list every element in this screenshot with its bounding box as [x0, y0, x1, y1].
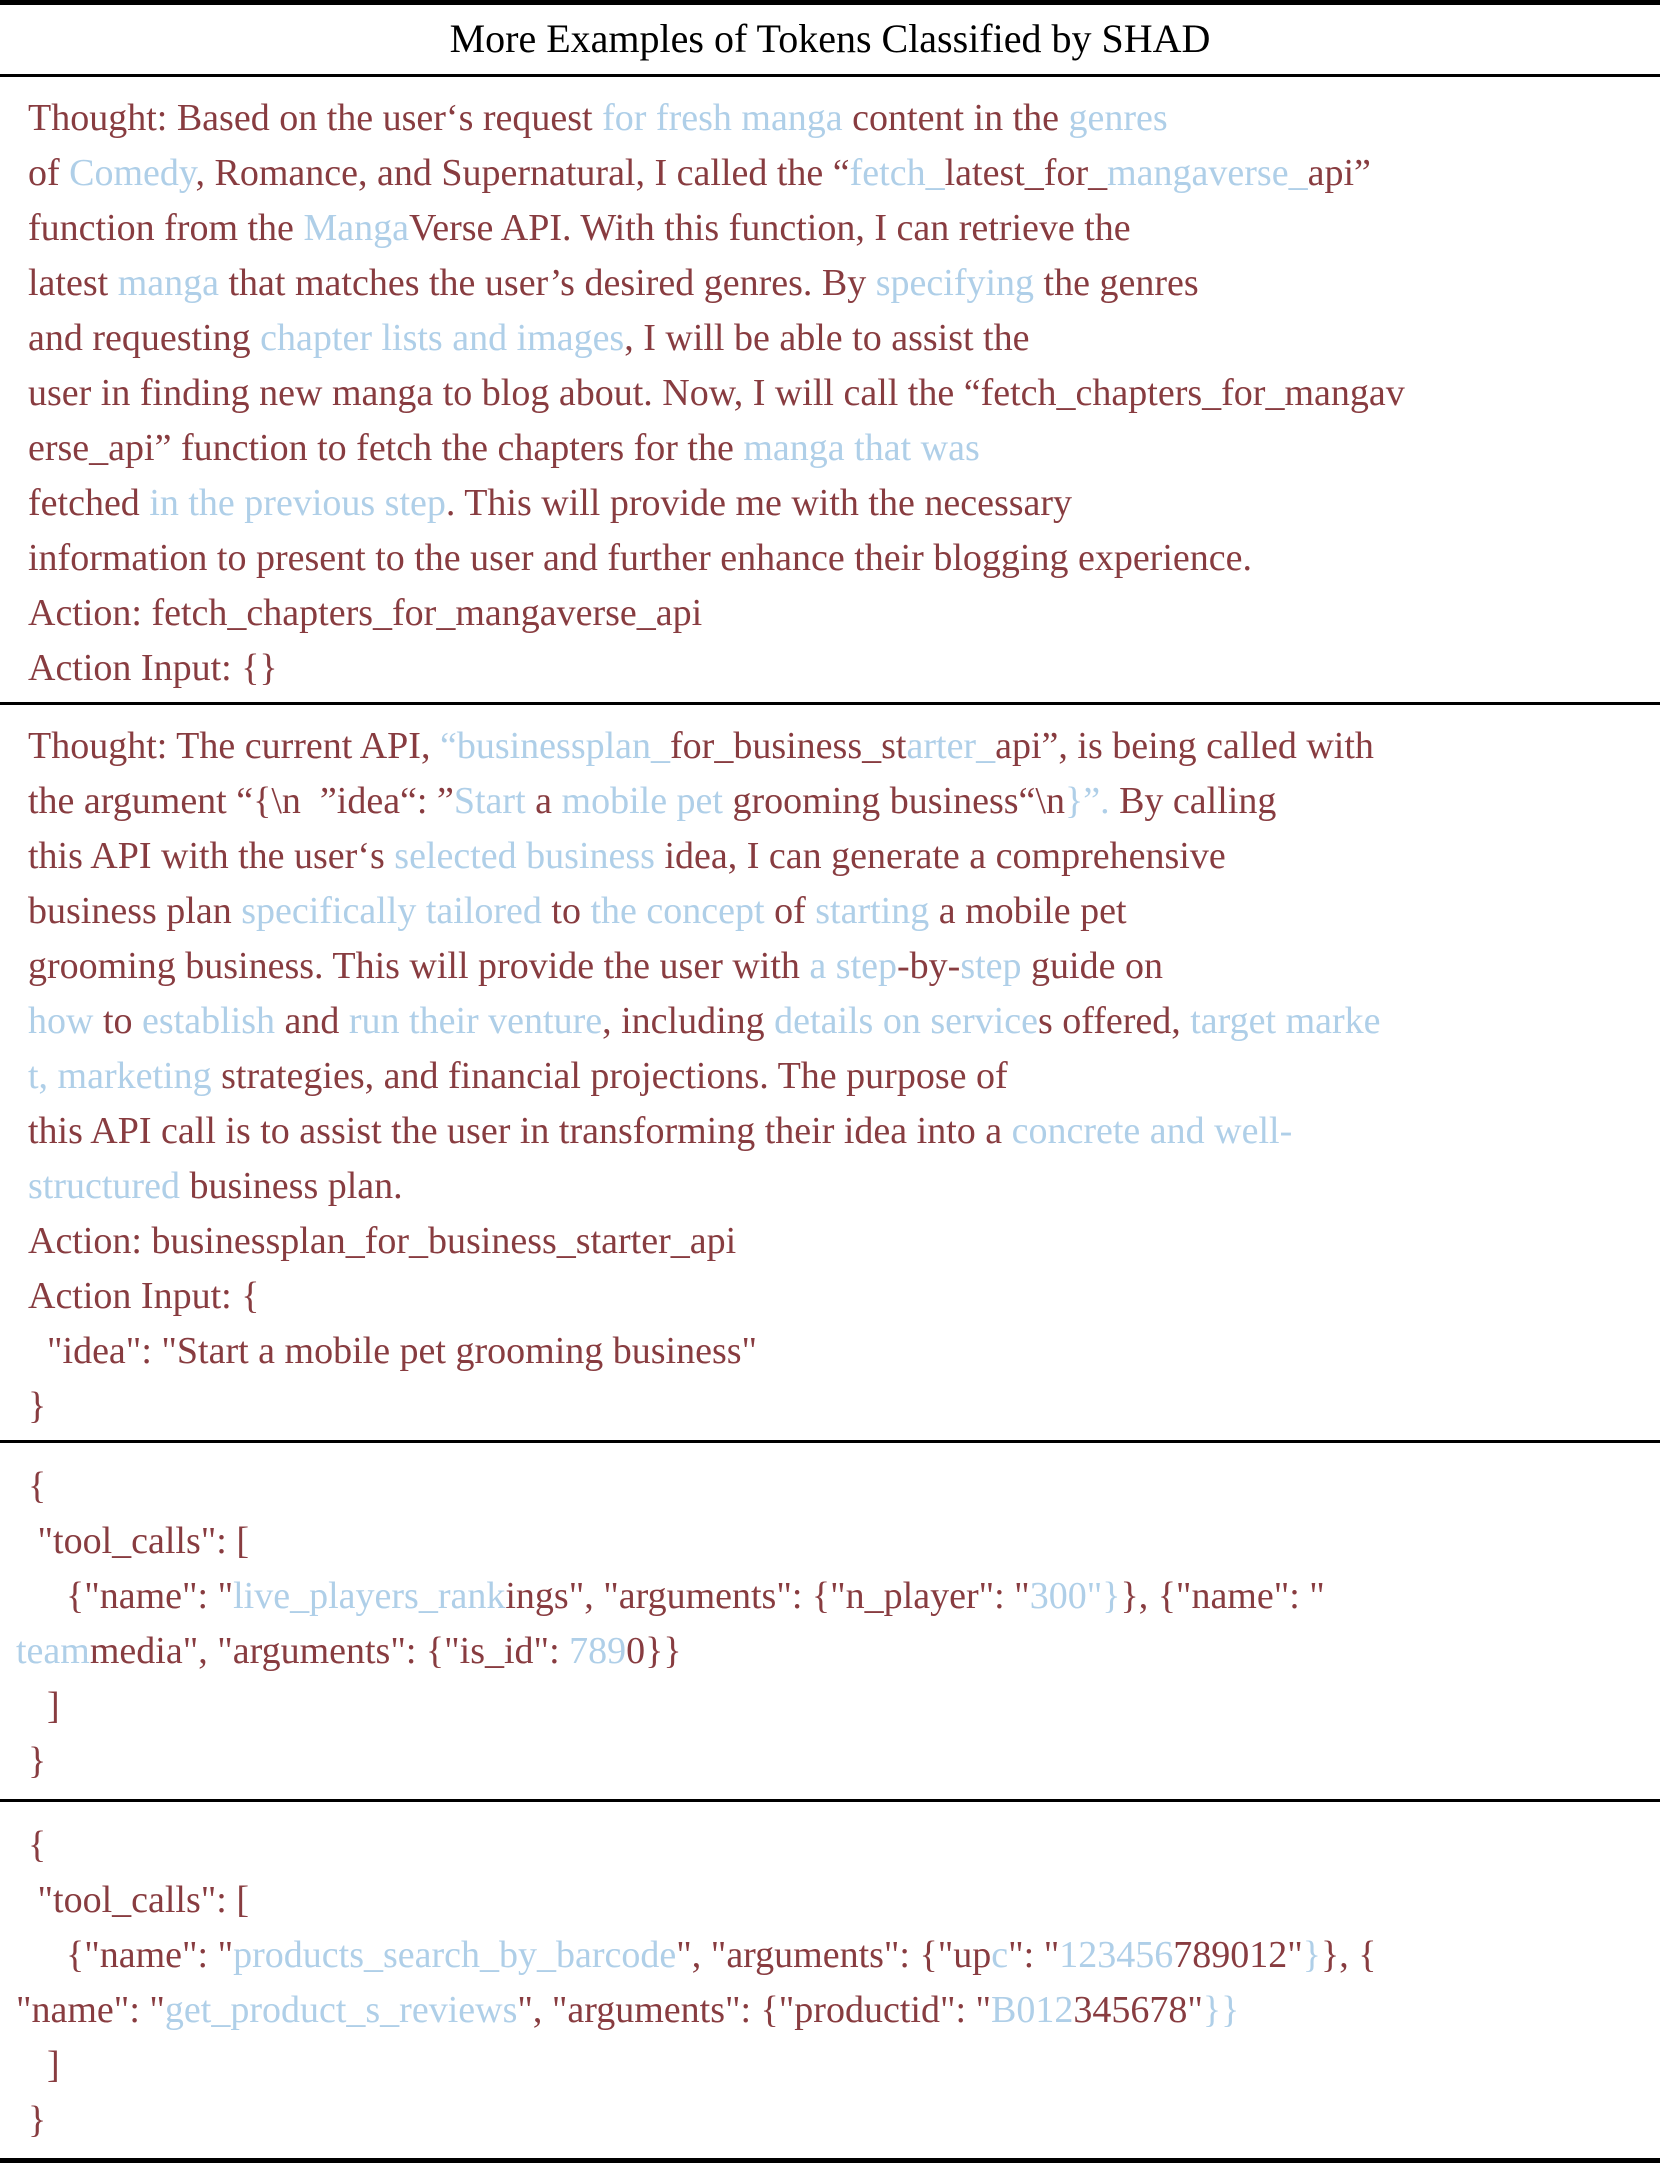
text-line — [28, 421, 1636, 476]
normal-token: }, { — [1320, 1934, 1377, 1976]
anomalous-token: t, marketing — [28, 1055, 212, 1097]
bottom-rule — [0, 2158, 1660, 2163]
normal-token: ", "arguments": {"productid": " — [517, 1989, 992, 2031]
normal-token: grooming business“\n — [722, 780, 1065, 822]
anomalous-token: specifying — [875, 262, 1035, 304]
normal-token: guide on — [1021, 945, 1163, 987]
normal-token: } — [28, 1385, 47, 1427]
text-line — [28, 201, 1636, 256]
normal-token: erse_api” function to fetch the chapters for the — [28, 427, 744, 469]
text-line — [28, 884, 1636, 939]
normal-token: -by- — [897, 945, 961, 987]
normal-token: { — [28, 1465, 47, 1507]
normal-token: , including — [602, 1000, 775, 1042]
text-line — [28, 1049, 1636, 1104]
anomalous-token: selected business — [394, 835, 655, 877]
anomalous-token: manga that was — [743, 427, 980, 469]
normal-token: "tool_calls": [ — [28, 1879, 249, 1921]
normal-token: latest — [28, 262, 118, 304]
text-line — [28, 774, 1636, 829]
example-section-3 — [0, 1443, 1660, 1799]
sections — [0, 77, 1660, 2158]
anomalous-token: get_product_s_reviews — [164, 1989, 518, 2031]
text-line — [28, 1104, 1636, 1159]
normal-token: , Romance, and Supernatural, I called the “ — [195, 152, 850, 194]
normal-token: a — [525, 780, 562, 822]
anomalous-token: concrete and well- — [1011, 1110, 1293, 1152]
text-line — [28, 719, 1636, 774]
normal-token: ] — [28, 2044, 60, 2086]
normal-token: 345678" — [1073, 1989, 1203, 2031]
normal-token: {"name": " — [28, 1575, 234, 1617]
text-line — [28, 256, 1636, 311]
anomalous-token: specifically tailored — [241, 890, 542, 932]
anomalous-token: Comedy — [69, 152, 196, 194]
normal-token: and requesting — [28, 317, 261, 359]
normal-token: Thought: The current API, — [28, 725, 440, 767]
text-line — [28, 1873, 1636, 1928]
anomalous-token: 123456 — [1059, 1934, 1174, 1976]
example-section-4 — [0, 1802, 1660, 2158]
anomalous-token: fetch_ — [849, 152, 945, 194]
text-line — [28, 366, 1636, 421]
normal-token: 789012" — [1173, 1934, 1303, 1976]
normal-token: to — [541, 890, 591, 932]
anomalous-token: }} — [1202, 1989, 1240, 2031]
text-line — [16, 1983, 1636, 2038]
normal-token: that matches the user’s desired genres. By — [219, 262, 876, 304]
anomalous-token: “businessplan_ — [439, 725, 671, 767]
anomalous-token: chapter lists and images — [260, 317, 625, 359]
anomalous-token: products_search_by_barcode — [233, 1934, 677, 1976]
normal-token: fetched — [28, 482, 150, 524]
anomalous-token: target marke — [1190, 1000, 1381, 1042]
normal-token: function from the — [28, 207, 304, 249]
text-line — [28, 1514, 1636, 1569]
text-line — [16, 1624, 1636, 1679]
normal-token: "tool_calls": [ — [28, 1520, 249, 1562]
anomalous-token: establish — [142, 1000, 275, 1042]
normal-token: ", "arguments": {"up — [676, 1934, 992, 1976]
text-line — [28, 1379, 1636, 1434]
text-line — [28, 1679, 1636, 1734]
anomalous-token: mangaverse_ — [1107, 152, 1308, 194]
normal-token: Action Input: {} — [28, 647, 278, 689]
text-line — [28, 2093, 1636, 2148]
normal-token: 0}} — [626, 1630, 682, 1672]
text-line — [28, 939, 1636, 994]
anomalous-token: the concept — [590, 890, 765, 932]
normal-token: business plan. — [179, 1165, 403, 1207]
normal-token: } — [28, 2099, 47, 2141]
normal-token: } — [28, 1740, 47, 1782]
normal-token: ] — [28, 1685, 60, 1727]
normal-token: and — [275, 1000, 349, 1042]
text-line — [28, 1214, 1636, 1269]
text-line — [28, 1818, 1636, 1873]
example-section-1 — [0, 77, 1660, 702]
text-line — [28, 311, 1636, 366]
normal-token: a mobile pet — [929, 890, 1127, 932]
anomalous-token: arter_ — [906, 725, 996, 767]
anomalous-token: mobile pet — [561, 780, 723, 822]
text-line — [28, 1159, 1636, 1214]
text-line — [28, 994, 1636, 1049]
anomalous-token: Manga — [303, 207, 409, 249]
normal-token: }, {"name": " — [1120, 1575, 1325, 1617]
normal-token: Action: businessplan_for_business_starter_api — [28, 1220, 737, 1262]
normal-token: api”, is being called with — [995, 725, 1374, 767]
normal-token: this API call is to assist the user in transforming their idea into a — [28, 1110, 1012, 1152]
normal-token: api” — [1307, 152, 1371, 194]
normal-token: business plan — [28, 890, 242, 932]
anomalous-token: step — [960, 945, 1022, 987]
text-line — [28, 531, 1636, 586]
normal-token: Action: fetch_chapters_for_mangaverse_api — [28, 592, 703, 634]
anomalous-token: genres — [1068, 97, 1168, 139]
normal-token: ": " — [1008, 1934, 1060, 1976]
normal-token: the argument “{\n ”idea“: ” — [28, 780, 454, 822]
text-line — [28, 586, 1636, 641]
normal-token: of — [28, 152, 70, 194]
anomalous-token: details on service — [774, 1000, 1038, 1042]
text-line — [28, 1269, 1636, 1324]
text-line — [28, 1324, 1636, 1379]
text-line — [28, 146, 1636, 201]
text-line — [28, 1928, 1636, 1983]
anomalous-token: 300"} — [1029, 1575, 1121, 1617]
text-line — [28, 829, 1636, 884]
text-line — [28, 1459, 1636, 1514]
normal-token: By calling — [1109, 780, 1277, 822]
anomalous-token: }”. — [1064, 780, 1110, 822]
anomalous-token: team — [16, 1630, 90, 1672]
normal-token: grooming business. This will provide the user with — [28, 945, 810, 987]
normal-token: this API with the user‘s — [28, 835, 395, 877]
anomalous-token: run their venture — [348, 1000, 603, 1042]
anomalous-token: structured — [28, 1165, 180, 1207]
anomalous-token: in the previous step — [149, 482, 446, 524]
normal-token: Thought: Based on the user‘s request — [28, 97, 603, 139]
example-section-2 — [0, 705, 1660, 1440]
anomalous-token: for fresh manga — [602, 97, 843, 139]
normal-token: to — [93, 1000, 143, 1042]
normal-token: Verse API. With this function, I can retrieve the — [408, 207, 1131, 249]
anomalous-token: 789 — [569, 1630, 627, 1672]
anomalous-token: how — [28, 1000, 94, 1042]
normal-token: { — [28, 1824, 47, 1866]
figure-title: More Examples of Tokens Classified by SHAD — [449, 16, 1211, 61]
anomalous-token: Start — [453, 780, 526, 822]
normal-token: user in finding new manga to blog about. Now, I will call the “fetch_chapters_for_mangav — [28, 372, 1405, 414]
anomalous-token: c — [991, 1934, 1009, 1976]
normal-token: of — [764, 890, 816, 932]
normal-token: information to present to the user and further enhance their blogging experience. — [28, 537, 1252, 579]
anomalous-token: B012 — [991, 1989, 1074, 2031]
normal-token: strategies, and financial projections. The purpose of — [211, 1055, 1008, 1097]
normal-token: "idea": "Start a mobile pet grooming business" — [28, 1330, 758, 1372]
normal-token: for_business_st — [670, 725, 907, 767]
text-line — [28, 1569, 1636, 1624]
normal-token: Action Input: { — [28, 1275, 260, 1317]
text-line — [28, 1734, 1636, 1789]
anomalous-token: } — [1302, 1934, 1321, 1976]
text-line — [28, 91, 1636, 146]
normal-token: content in the — [842, 97, 1069, 139]
text-line — [28, 2038, 1636, 2093]
anomalous-token: starting — [815, 890, 930, 932]
normal-token: the genres — [1034, 262, 1199, 304]
anomalous-token: manga — [117, 262, 219, 304]
normal-token: idea, I can generate a comprehensive — [654, 835, 1226, 877]
normal-token: "name": " — [16, 1989, 165, 2031]
normal-token: . This will provide me with the necessary — [445, 482, 1073, 524]
anomalous-token: a step — [809, 945, 897, 987]
normal-token: media", "arguments": {"is_id": — [89, 1630, 570, 1672]
normal-token: ings", "arguments": {"n_player": " — [505, 1575, 1030, 1617]
anomalous-token: live_players_rank — [233, 1575, 506, 1617]
text-line — [28, 476, 1636, 531]
normal-token: s offered, — [1037, 1000, 1191, 1042]
normal-token: {"name": " — [28, 1934, 234, 1976]
normal-token: , I will be able to assist the — [624, 317, 1030, 359]
text-line — [28, 641, 1636, 696]
normal-token: latest_for_ — [944, 152, 1108, 194]
